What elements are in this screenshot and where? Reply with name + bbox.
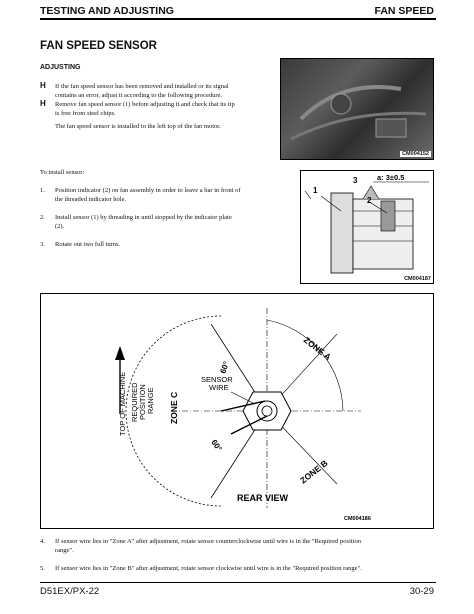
zone-diagram-svg [41, 294, 433, 528]
photo-illustration [281, 59, 433, 159]
step-number: 2. [40, 214, 45, 221]
step-text [55, 537, 440, 555]
section-subtitle: ADJUSTING [40, 64, 81, 71]
footer-page-number: 30-29 [409, 586, 434, 597]
step-number: 1. [40, 187, 45, 194]
bullet-line: is free from steel chips. [55, 110, 116, 117]
step-line: range". [55, 547, 74, 554]
sensor-wire-zone-diagram [40, 293, 434, 529]
required-range-label: RANGE [146, 387, 155, 414]
zone-a-label: ZONE A [301, 334, 333, 363]
diagram-code: CM004186 [344, 516, 371, 522]
step-number: 5. [40, 565, 45, 572]
step-text [55, 213, 295, 231]
sensor-wire-label: SENSOR [201, 375, 233, 384]
part-label-1: 1 [313, 186, 318, 195]
bullet-item [55, 100, 277, 118]
part-label-2: 2 [367, 196, 372, 205]
caution-mark: H [40, 81, 46, 90]
step-line: Position indicator (2) on fan assembly in order to leave a bar in front of [55, 187, 241, 194]
zone-b-label: ZONE B [298, 457, 330, 486]
footer-model: D51EX/PX-22 [40, 586, 100, 597]
zone-c-label: ZONE C [169, 391, 179, 424]
rear-view-label: REAR VIEW [237, 493, 289, 503]
step-number: 3. [40, 241, 45, 248]
sensor-wire-label: WIRE [209, 383, 229, 392]
step-text: If sensor wire lies in "Zone B" after adjustment, rotate sensor clockwise until wire is in the "Required position range". [55, 565, 362, 572]
header-topic: FAN SPEED [374, 5, 434, 17]
step-text: Rotate out two full turns. [55, 241, 121, 248]
step-text [55, 186, 295, 204]
clearance-spec: a: 3±0.5 [377, 173, 405, 182]
footer-rule [40, 582, 436, 583]
required-range-label: POSITION [138, 384, 147, 420]
caution-mark: H [40, 99, 46, 108]
fan-motor-photo [280, 58, 434, 160]
header-section-title: TESTING AND ADJUSTING [40, 5, 174, 17]
sensor-install-drawing [301, 171, 433, 283]
step-line: the threaded indicator hole. [55, 196, 127, 203]
required-range-label: REQUIRED [130, 382, 139, 422]
header-rule [40, 18, 436, 20]
install-intro: To install sensor: [40, 169, 85, 176]
angle-label-bottom: 60° [209, 437, 224, 454]
step-line: (2). [55, 223, 65, 230]
step-line: Install sensor (1) by threading in until stopped by the indicator plate [55, 214, 232, 221]
bullet-item [55, 82, 277, 100]
bullet-line: contains an error, adjust it according to the following procedure. [55, 92, 223, 99]
figure-code: CM004187 [404, 276, 431, 282]
page-title: FAN SPEED SENSOR [40, 40, 157, 52]
step-number: 4. [40, 538, 45, 545]
top-of-machine-label: TOP OF MACHINE [118, 371, 127, 436]
sensor-install-figure [300, 170, 434, 284]
part-label-3: 3 [353, 176, 358, 185]
bullet-line: Remove fan speed sensor (1) before adjusting it and check that its tip [55, 101, 235, 108]
install-location-note: The fan speed sensor is installed to the left top of the fan motor. [55, 123, 221, 130]
bullet-line: If the fan speed sensor has been removed and installed or its signal [55, 83, 229, 90]
photo-code: CM004152 [402, 151, 429, 157]
step-line: If sensor wire lies in "Zone A" after adjustment, rotate sensor counterclockwise until wire is in the "Required position [55, 538, 361, 545]
angle-label-top: 60° [218, 360, 232, 375]
